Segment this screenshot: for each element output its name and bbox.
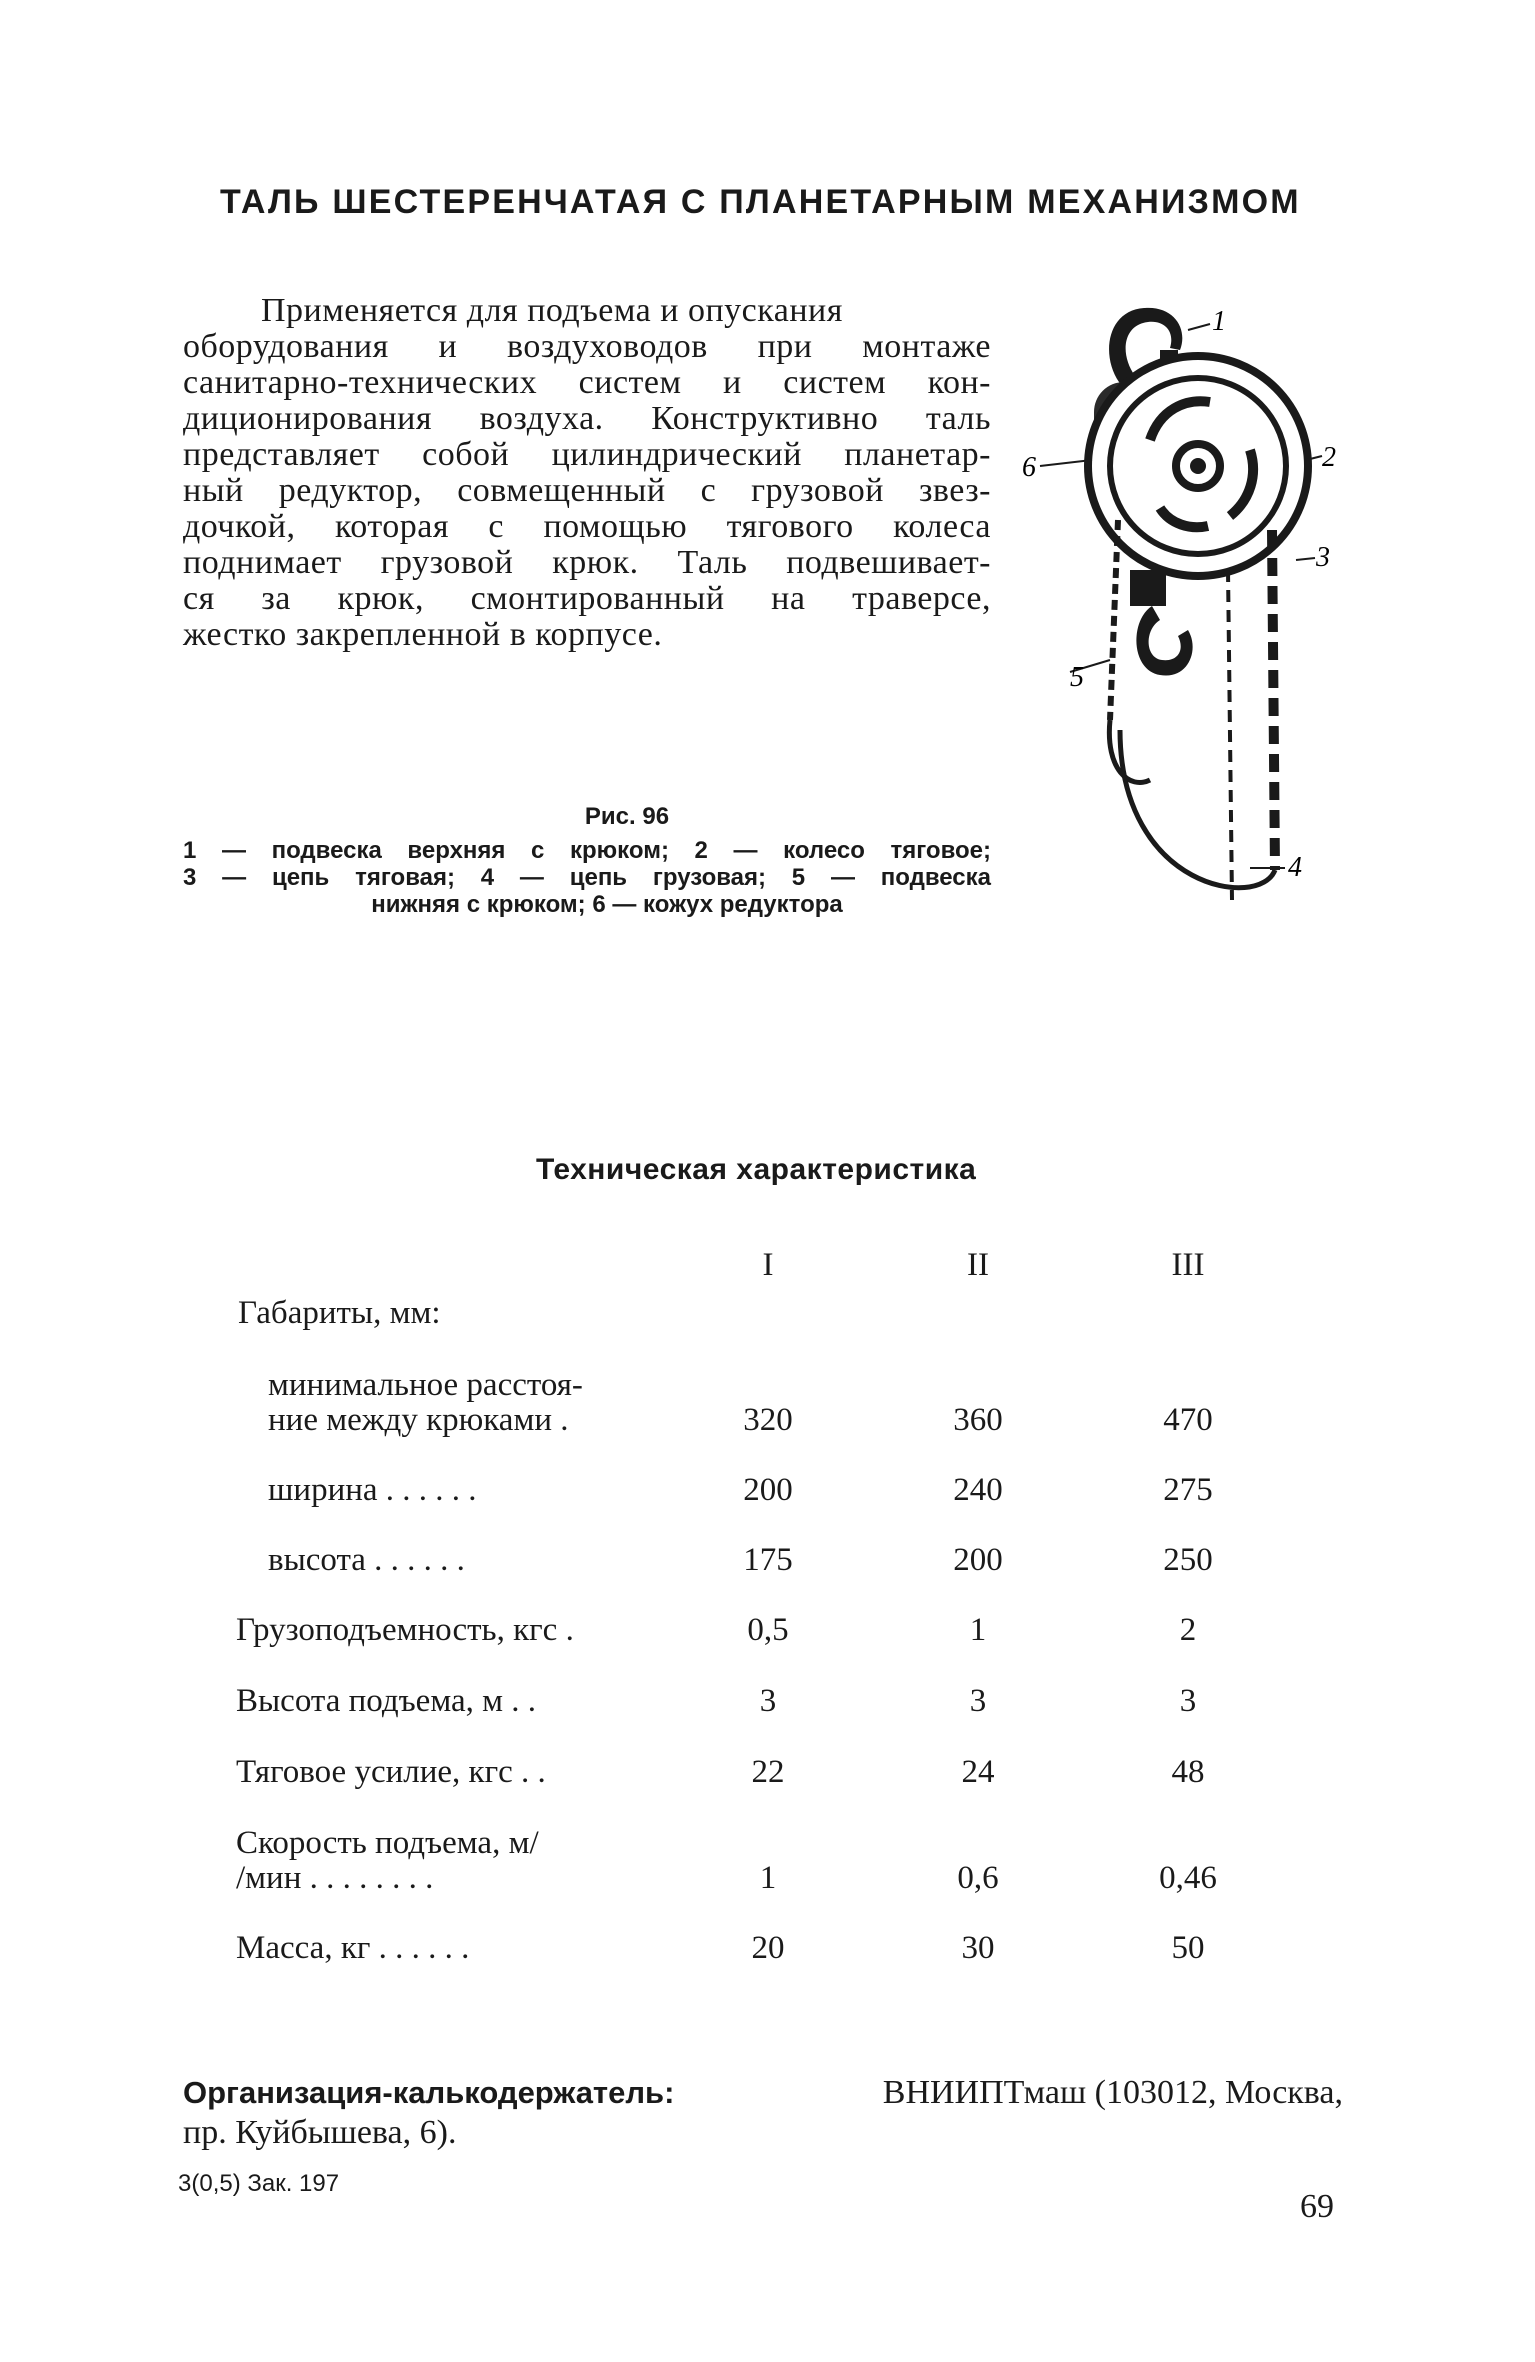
table-cell: 360	[953, 1402, 1003, 1438]
bottom-block	[1130, 570, 1166, 606]
intro-line: представляет собой цилиндрический планетар-	[183, 436, 991, 473]
table-cell: 200	[743, 1472, 793, 1508]
callout-line	[1188, 324, 1210, 330]
row-label: Высота подъема, м . .	[236, 1683, 537, 1719]
table-cell: 2	[1179, 1612, 1197, 1648]
intro-line: оборудования и воздуховодов при монтаже	[183, 328, 991, 365]
page-title: ТАЛЬ ШЕСТЕРЕНЧАТАЯ С ПЛАНЕТАРНЫМ МЕХАНИЗМОМ	[220, 183, 1301, 221]
organization-note	[183, 2073, 1343, 2153]
callout-3: 3	[1316, 542, 1330, 573]
intro-line: поднимает грузовой крюк. Таль подвешивает-	[183, 544, 991, 581]
row-label: минимальное расстоя-	[268, 1367, 583, 1403]
table-cell: 20	[751, 1930, 785, 1966]
table-cell: 3	[759, 1683, 777, 1719]
callout-2: 2	[1322, 442, 1336, 473]
row-label: Тяговое усилие, кгс . .	[236, 1754, 546, 1790]
org-label: Организация-калькодержатель:	[183, 2075, 675, 2110]
callout-4: 4	[1288, 852, 1302, 883]
table-cell: 470	[1163, 1402, 1213, 1438]
intro-line: санитарно-технических систем и систем кон-	[183, 364, 991, 401]
table-cell: 320	[743, 1402, 793, 1438]
chain-loop	[1120, 730, 1275, 888]
intro-line: Применяется для подъема и опускания	[261, 292, 843, 329]
table-cell: 3	[1179, 1683, 1197, 1719]
table-cell: 250	[1163, 1542, 1213, 1578]
load-chain	[1110, 520, 1118, 720]
table-cell: 0,5	[747, 1612, 789, 1648]
table-cell: 48	[1171, 1754, 1205, 1790]
row-label: Грузоподъемность, кгс .	[236, 1612, 574, 1648]
table-cell: 275	[1163, 1472, 1213, 1508]
row-label: /мин . . . . . . . .	[236, 1860, 434, 1896]
callout-1: 1	[1212, 306, 1226, 337]
org-name: ВНИИПТмаш (103012, Москва,	[882, 2074, 1343, 2111]
row-label: Масса, кг . . . . . .	[236, 1930, 470, 1966]
callout-5: 5	[1070, 662, 1084, 693]
table-cell: 0,46	[1159, 1860, 1217, 1896]
caption-line: 1 — подвеска верхняя с крюком; 2 — колесо тяговое;	[183, 837, 991, 864]
chain-loop	[1109, 720, 1150, 783]
column-header: I	[762, 1247, 774, 1283]
column-header: III	[1171, 1247, 1205, 1283]
wheel-axle	[1190, 458, 1206, 474]
caption-line: 3 — цепь тяговая; 4 — цепь грузовая; 5 — подвеска	[183, 864, 991, 891]
pull-chain	[1272, 530, 1275, 870]
table-cell: 1	[759, 1860, 777, 1896]
table-cell: 175	[743, 1542, 793, 1578]
caption-line: нижняя с крюком; 6 — кожух редуктора	[371, 891, 843, 918]
table-cell: 200	[953, 1542, 1003, 1578]
page-number: 69	[1300, 2188, 1334, 2225]
order-code: 3(0,5) Зак. 197	[178, 2170, 340, 2197]
intro-line: ся за крюк, смонтированный на траверсе,	[183, 580, 991, 617]
row-label: ширина . . . . . .	[268, 1472, 477, 1508]
table-cell: 24	[961, 1754, 995, 1790]
spec-table-title: Техническая характеристика	[536, 1153, 977, 1186]
intro-line: дочкой, которая с помощью тягового колеса	[183, 508, 991, 545]
group-label: Габариты, мм:	[238, 1295, 441, 1331]
intro-paragraph	[183, 293, 991, 653]
table-cell: 240	[953, 1472, 1003, 1508]
table-cell: 50	[1171, 1930, 1205, 1966]
org-address: пр. Куйбышева, 6).	[183, 2114, 457, 2151]
pull-chain	[1228, 570, 1232, 900]
row-label: Скорость подъема, м/	[236, 1825, 539, 1861]
table-cell: 3	[969, 1683, 987, 1719]
hoist-drawing	[1010, 290, 1340, 950]
intro-line: диционирования воздуха. Конструктивно таль	[183, 400, 991, 437]
table-cell: 0,6	[957, 1860, 999, 1896]
table-cell: 1	[969, 1612, 987, 1648]
intro-line: ный редуктор, совмещенный с грузовой звез-	[183, 472, 991, 509]
column-header: II	[967, 1247, 989, 1283]
row-label: высота . . . . . .	[268, 1542, 465, 1578]
callout-6: 6	[1022, 452, 1036, 483]
table-cell: 30	[961, 1930, 995, 1966]
hoist-illustration	[1010, 290, 1340, 950]
caption-title: Рис. 96	[584, 803, 670, 830]
callout-line	[1296, 558, 1315, 560]
table-cell: 22	[751, 1754, 785, 1790]
bottom-hook	[1136, 606, 1192, 676]
intro-line: жестко закрепленной в корпусе.	[183, 616, 663, 653]
figure-caption	[183, 803, 991, 918]
row-label: ние между крюками .	[268, 1402, 569, 1438]
